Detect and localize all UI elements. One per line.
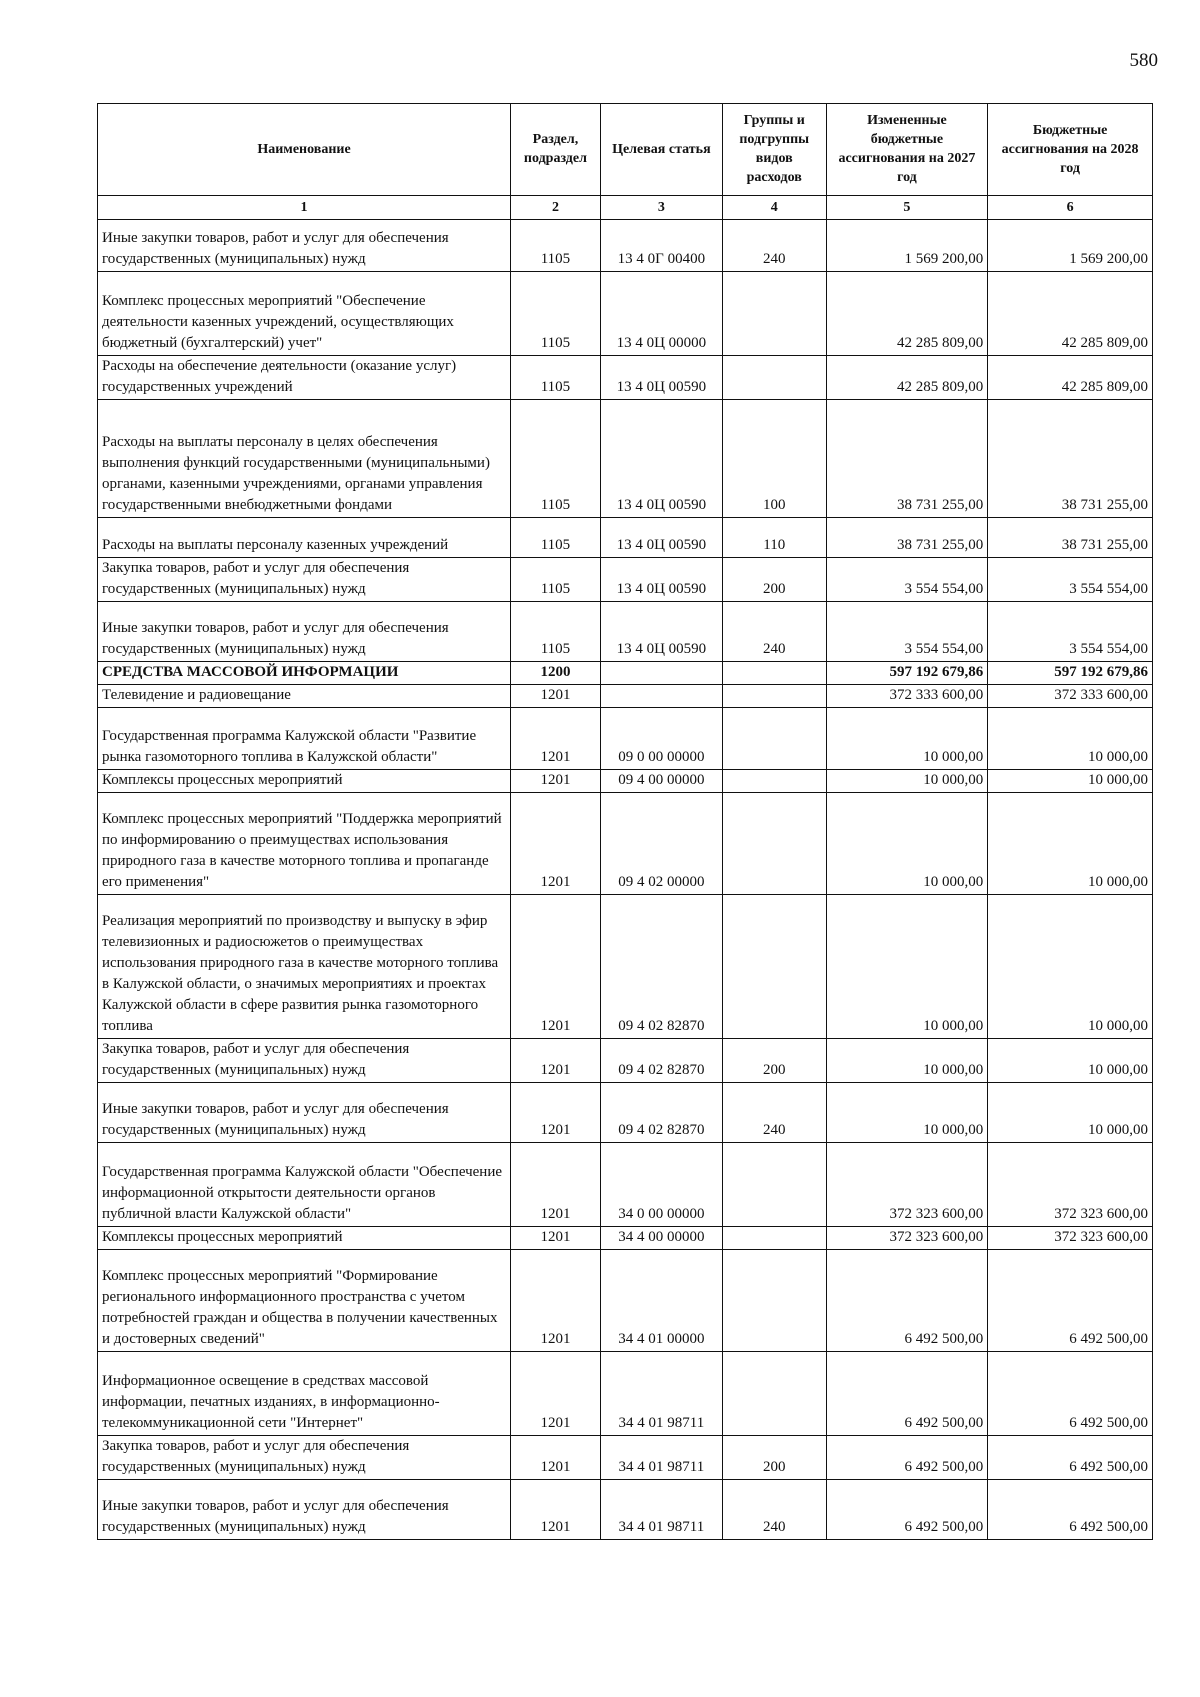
row-amount-2028: 6 492 500,00: [988, 1436, 1153, 1480]
row-amount-2027: 597 192 679,86: [826, 662, 988, 685]
row-target-code: [600, 685, 722, 708]
row-name: Комплекс процессных мероприятий "Обеспечение деятельности казенных учреждений, осуществляющих бюджетный (бухгалтерский) учет": [98, 272, 511, 356]
row-amount-2028: 3 554 554,00: [988, 602, 1153, 662]
header-amount-2027: Измененные бюджетные ассигнования на 2027 год: [826, 104, 988, 196]
table-row: [98, 272, 1153, 356]
table-row: [98, 793, 1153, 895]
row-target-code: 34 4 01 98711: [600, 1352, 722, 1436]
column-number: 4: [722, 196, 826, 220]
row-section: 1201: [511, 1143, 601, 1227]
row-section: 1201: [511, 685, 601, 708]
row-section: 1105: [511, 558, 601, 602]
row-amount-2027: 38 731 255,00: [826, 518, 988, 558]
table-row: [98, 602, 1153, 662]
row-expense-group: [722, 1352, 826, 1436]
table-row: [98, 662, 1153, 685]
table-row: [98, 895, 1153, 1039]
row-amount-2028: 10 000,00: [988, 1083, 1153, 1143]
row-name: Телевидение и радиовещание: [98, 685, 511, 708]
row-target-code: 13 4 0Г 00400: [600, 220, 722, 272]
row-amount-2027: 42 285 809,00: [826, 356, 988, 400]
table-row: [98, 708, 1153, 770]
row-section: 1201: [511, 793, 601, 895]
table-body: [98, 220, 1153, 1540]
row-expense-group: [722, 770, 826, 793]
header-amount-2028: Бюджетные ассигнования на 2028 год: [988, 104, 1153, 196]
row-amount-2027: 372 323 600,00: [826, 1143, 988, 1227]
row-section: 1201: [511, 1352, 601, 1436]
row-amount-2027: 38 731 255,00: [826, 400, 988, 518]
row-section: 1201: [511, 1480, 601, 1540]
row-target-code: 09 4 00 00000: [600, 770, 722, 793]
row-amount-2028: 10 000,00: [988, 1039, 1153, 1083]
row-target-code: 13 4 0Ц 00590: [600, 356, 722, 400]
row-amount-2027: 3 554 554,00: [826, 602, 988, 662]
row-target-code: 13 4 0Ц 00590: [600, 558, 722, 602]
row-amount-2027: 10 000,00: [826, 793, 988, 895]
row-target-code: 13 4 0Ц 00590: [600, 602, 722, 662]
row-name: СРЕДСТВА МАССОВОЙ ИНФОРМАЦИИ: [98, 662, 511, 685]
row-section: 1105: [511, 400, 601, 518]
row-target-code: 34 4 00 00000: [600, 1227, 722, 1250]
row-expense-group: 110: [722, 518, 826, 558]
row-expense-group: 240: [722, 1480, 826, 1540]
row-amount-2028: 10 000,00: [988, 770, 1153, 793]
row-section: 1201: [511, 770, 601, 793]
row-amount-2027: 6 492 500,00: [826, 1250, 988, 1352]
row-name: Комплекс процессных мероприятий "Поддержка мероприятий по информированию о преимуществах использования природного газа в качестве моторного топлива и пропаганде его применения": [98, 793, 511, 895]
table-row: [98, 1250, 1153, 1352]
row-amount-2027: 372 323 600,00: [826, 1227, 988, 1250]
row-name: Информационное освещение в средствах массовой информации, печатных изданиях, в информационно-телекоммуникационной сети "Интернет": [98, 1352, 511, 1436]
row-target-code: 13 4 0Ц 00590: [600, 518, 722, 558]
budget-table: [97, 103, 1153, 1540]
row-expense-group: [722, 708, 826, 770]
row-amount-2028: 372 333 600,00: [988, 685, 1153, 708]
table-row: [98, 400, 1153, 518]
row-amount-2027: 10 000,00: [826, 1039, 988, 1083]
column-number: 6: [988, 196, 1153, 220]
row-target-code: [600, 662, 722, 685]
row-expense-group: [722, 895, 826, 1039]
table-row: [98, 770, 1153, 793]
row-expense-group: [722, 272, 826, 356]
row-section: 1200: [511, 662, 601, 685]
table-row: [98, 220, 1153, 272]
row-amount-2028: 6 492 500,00: [988, 1250, 1153, 1352]
table-row: [98, 1352, 1153, 1436]
column-number: 2: [511, 196, 601, 220]
row-target-code: 34 4 01 00000: [600, 1250, 722, 1352]
row-name: Закупка товаров, работ и услуг для обеспечения государственных (муниципальных) нужд: [98, 1436, 511, 1480]
row-target-code: 09 4 02 82870: [600, 1083, 722, 1143]
row-expense-group: 240: [722, 1083, 826, 1143]
row-amount-2027: 6 492 500,00: [826, 1352, 988, 1436]
row-target-code: 34 4 01 98711: [600, 1436, 722, 1480]
row-section: 1105: [511, 602, 601, 662]
row-expense-group: 240: [722, 602, 826, 662]
row-name: Иные закупки товаров, работ и услуг для обеспечения государственных (муниципальных) нужд: [98, 220, 511, 272]
row-amount-2028: 10 000,00: [988, 708, 1153, 770]
row-section: 1201: [511, 1039, 601, 1083]
row-expense-group: [722, 685, 826, 708]
row-name: Расходы на обеспечение деятельности (оказание услуг) государственных учреждений: [98, 356, 511, 400]
row-target-code: 13 4 0Ц 00000: [600, 272, 722, 356]
row-name: Комплексы процессных мероприятий: [98, 770, 511, 793]
row-expense-group: 240: [722, 220, 826, 272]
row-expense-group: [722, 1250, 826, 1352]
row-amount-2027: 10 000,00: [826, 708, 988, 770]
header-group: Группы и подгруппы видов расходов: [722, 104, 826, 196]
column-number: 3: [600, 196, 722, 220]
column-number: 1: [98, 196, 511, 220]
row-name: Закупка товаров, работ и услуг для обеспечения государственных (муниципальных) нужд: [98, 558, 511, 602]
row-expense-group: [722, 793, 826, 895]
row-expense-group: [722, 1143, 826, 1227]
table-row: [98, 685, 1153, 708]
row-amount-2028: 42 285 809,00: [988, 272, 1153, 356]
row-amount-2027: 42 285 809,00: [826, 272, 988, 356]
row-amount-2028: 372 323 600,00: [988, 1227, 1153, 1250]
row-name: Комплексы процессных мероприятий: [98, 1227, 511, 1250]
header-section: Раздел, подраздел: [511, 104, 601, 196]
row-name: Комплекс процессных мероприятий "Формирование регионального информационного пространства с учетом потребностей граждан и общества в получении качественных и достоверных сведений": [98, 1250, 511, 1352]
row-name: Реализация мероприятий по производству и выпуску в эфир телевизионных и радиосюжетов о преимуществах использования природного газа в качестве моторного топлива в Калужской области, о значимых мероприятиях и проектах Калужской области в сфере развития рынка газомоторного топлива: [98, 895, 511, 1039]
row-amount-2027: 6 492 500,00: [826, 1436, 988, 1480]
row-name: Иные закупки товаров, работ и услуг для обеспечения государственных (муниципальных) нужд: [98, 602, 511, 662]
table-row: [98, 1083, 1153, 1143]
row-target-code: 09 0 00 00000: [600, 708, 722, 770]
row-expense-group: [722, 356, 826, 400]
row-name: Закупка товаров, работ и услуг для обеспечения государственных (муниципальных) нужд: [98, 1039, 511, 1083]
table-header: [98, 104, 1153, 220]
row-section: 1201: [511, 708, 601, 770]
row-amount-2027: 10 000,00: [826, 895, 988, 1039]
row-section: 1105: [511, 518, 601, 558]
column-number: 5: [826, 196, 988, 220]
row-section: 1201: [511, 1436, 601, 1480]
row-target-code: 34 0 00 00000: [600, 1143, 722, 1227]
table-row: [98, 1480, 1153, 1540]
row-target-code: 09 4 02 00000: [600, 793, 722, 895]
row-section: 1105: [511, 356, 601, 400]
row-amount-2027: 6 492 500,00: [826, 1480, 988, 1540]
row-amount-2027: 10 000,00: [826, 770, 988, 793]
row-amount-2027: 372 333 600,00: [826, 685, 988, 708]
row-target-code: 34 4 01 98711: [600, 1480, 722, 1540]
row-amount-2027: 1 569 200,00: [826, 220, 988, 272]
table-row: [98, 1436, 1153, 1480]
row-amount-2028: 372 323 600,00: [988, 1143, 1153, 1227]
row-amount-2028: 38 731 255,00: [988, 518, 1153, 558]
row-amount-2028: 597 192 679,86: [988, 662, 1153, 685]
row-section: 1105: [511, 272, 601, 356]
row-target-code: 13 4 0Ц 00590: [600, 400, 722, 518]
table-row: [98, 1227, 1153, 1250]
row-expense-group: 200: [722, 558, 826, 602]
row-expense-group: 200: [722, 1039, 826, 1083]
table-row: [98, 356, 1153, 400]
row-section: 1201: [511, 1250, 601, 1352]
row-amount-2028: 42 285 809,00: [988, 356, 1153, 400]
row-target-code: 09 4 02 82870: [600, 1039, 722, 1083]
row-name: Иные закупки товаров, работ и услуг для обеспечения государственных (муниципальных) нужд: [98, 1480, 511, 1540]
row-name: Расходы на выплаты персоналу в целях обеспечения выполнения функций государственными (муниципальными) органами, казенными учреждениями, органами управления государственными внебюджетными фондами: [98, 400, 511, 518]
row-amount-2028: 10 000,00: [988, 895, 1153, 1039]
row-expense-group: 100: [722, 400, 826, 518]
row-amount-2028: 6 492 500,00: [988, 1352, 1153, 1436]
row-name: Государственная программа Калужской области "Развитие рынка газомоторного топлива в Калужской области": [98, 708, 511, 770]
row-amount-2028: 3 554 554,00: [988, 558, 1153, 602]
table-row: [98, 518, 1153, 558]
header-name: Наименование: [98, 104, 511, 196]
row-amount-2027: 3 554 554,00: [826, 558, 988, 602]
row-name: Расходы на выплаты персоналу казенных учреждений: [98, 518, 511, 558]
row-expense-group: 200: [722, 1436, 826, 1480]
row-amount-2028: 38 731 255,00: [988, 400, 1153, 518]
row-section: 1201: [511, 1083, 601, 1143]
page-number: 580: [1129, 50, 1158, 71]
row-name: Государственная программа Калужской области "Обеспечение информационной открытости деятельности органов публичной власти Калужской области": [98, 1143, 511, 1227]
header-target: Целевая статья: [600, 104, 722, 196]
row-target-code: 09 4 02 82870: [600, 895, 722, 1039]
row-amount-2028: 6 492 500,00: [988, 1480, 1153, 1540]
table-row: [98, 1039, 1153, 1083]
row-amount-2028: 1 569 200,00: [988, 220, 1153, 272]
row-expense-group: [722, 1227, 826, 1250]
row-section: 1105: [511, 220, 601, 272]
table-row: [98, 558, 1153, 602]
row-section: 1201: [511, 895, 601, 1039]
row-amount-2028: 10 000,00: [988, 793, 1153, 895]
row-amount-2027: 10 000,00: [826, 1083, 988, 1143]
row-name: Иные закупки товаров, работ и услуг для обеспечения государственных (муниципальных) нужд: [98, 1083, 511, 1143]
row-expense-group: [722, 662, 826, 685]
table-row: [98, 1143, 1153, 1227]
row-section: 1201: [511, 1227, 601, 1250]
